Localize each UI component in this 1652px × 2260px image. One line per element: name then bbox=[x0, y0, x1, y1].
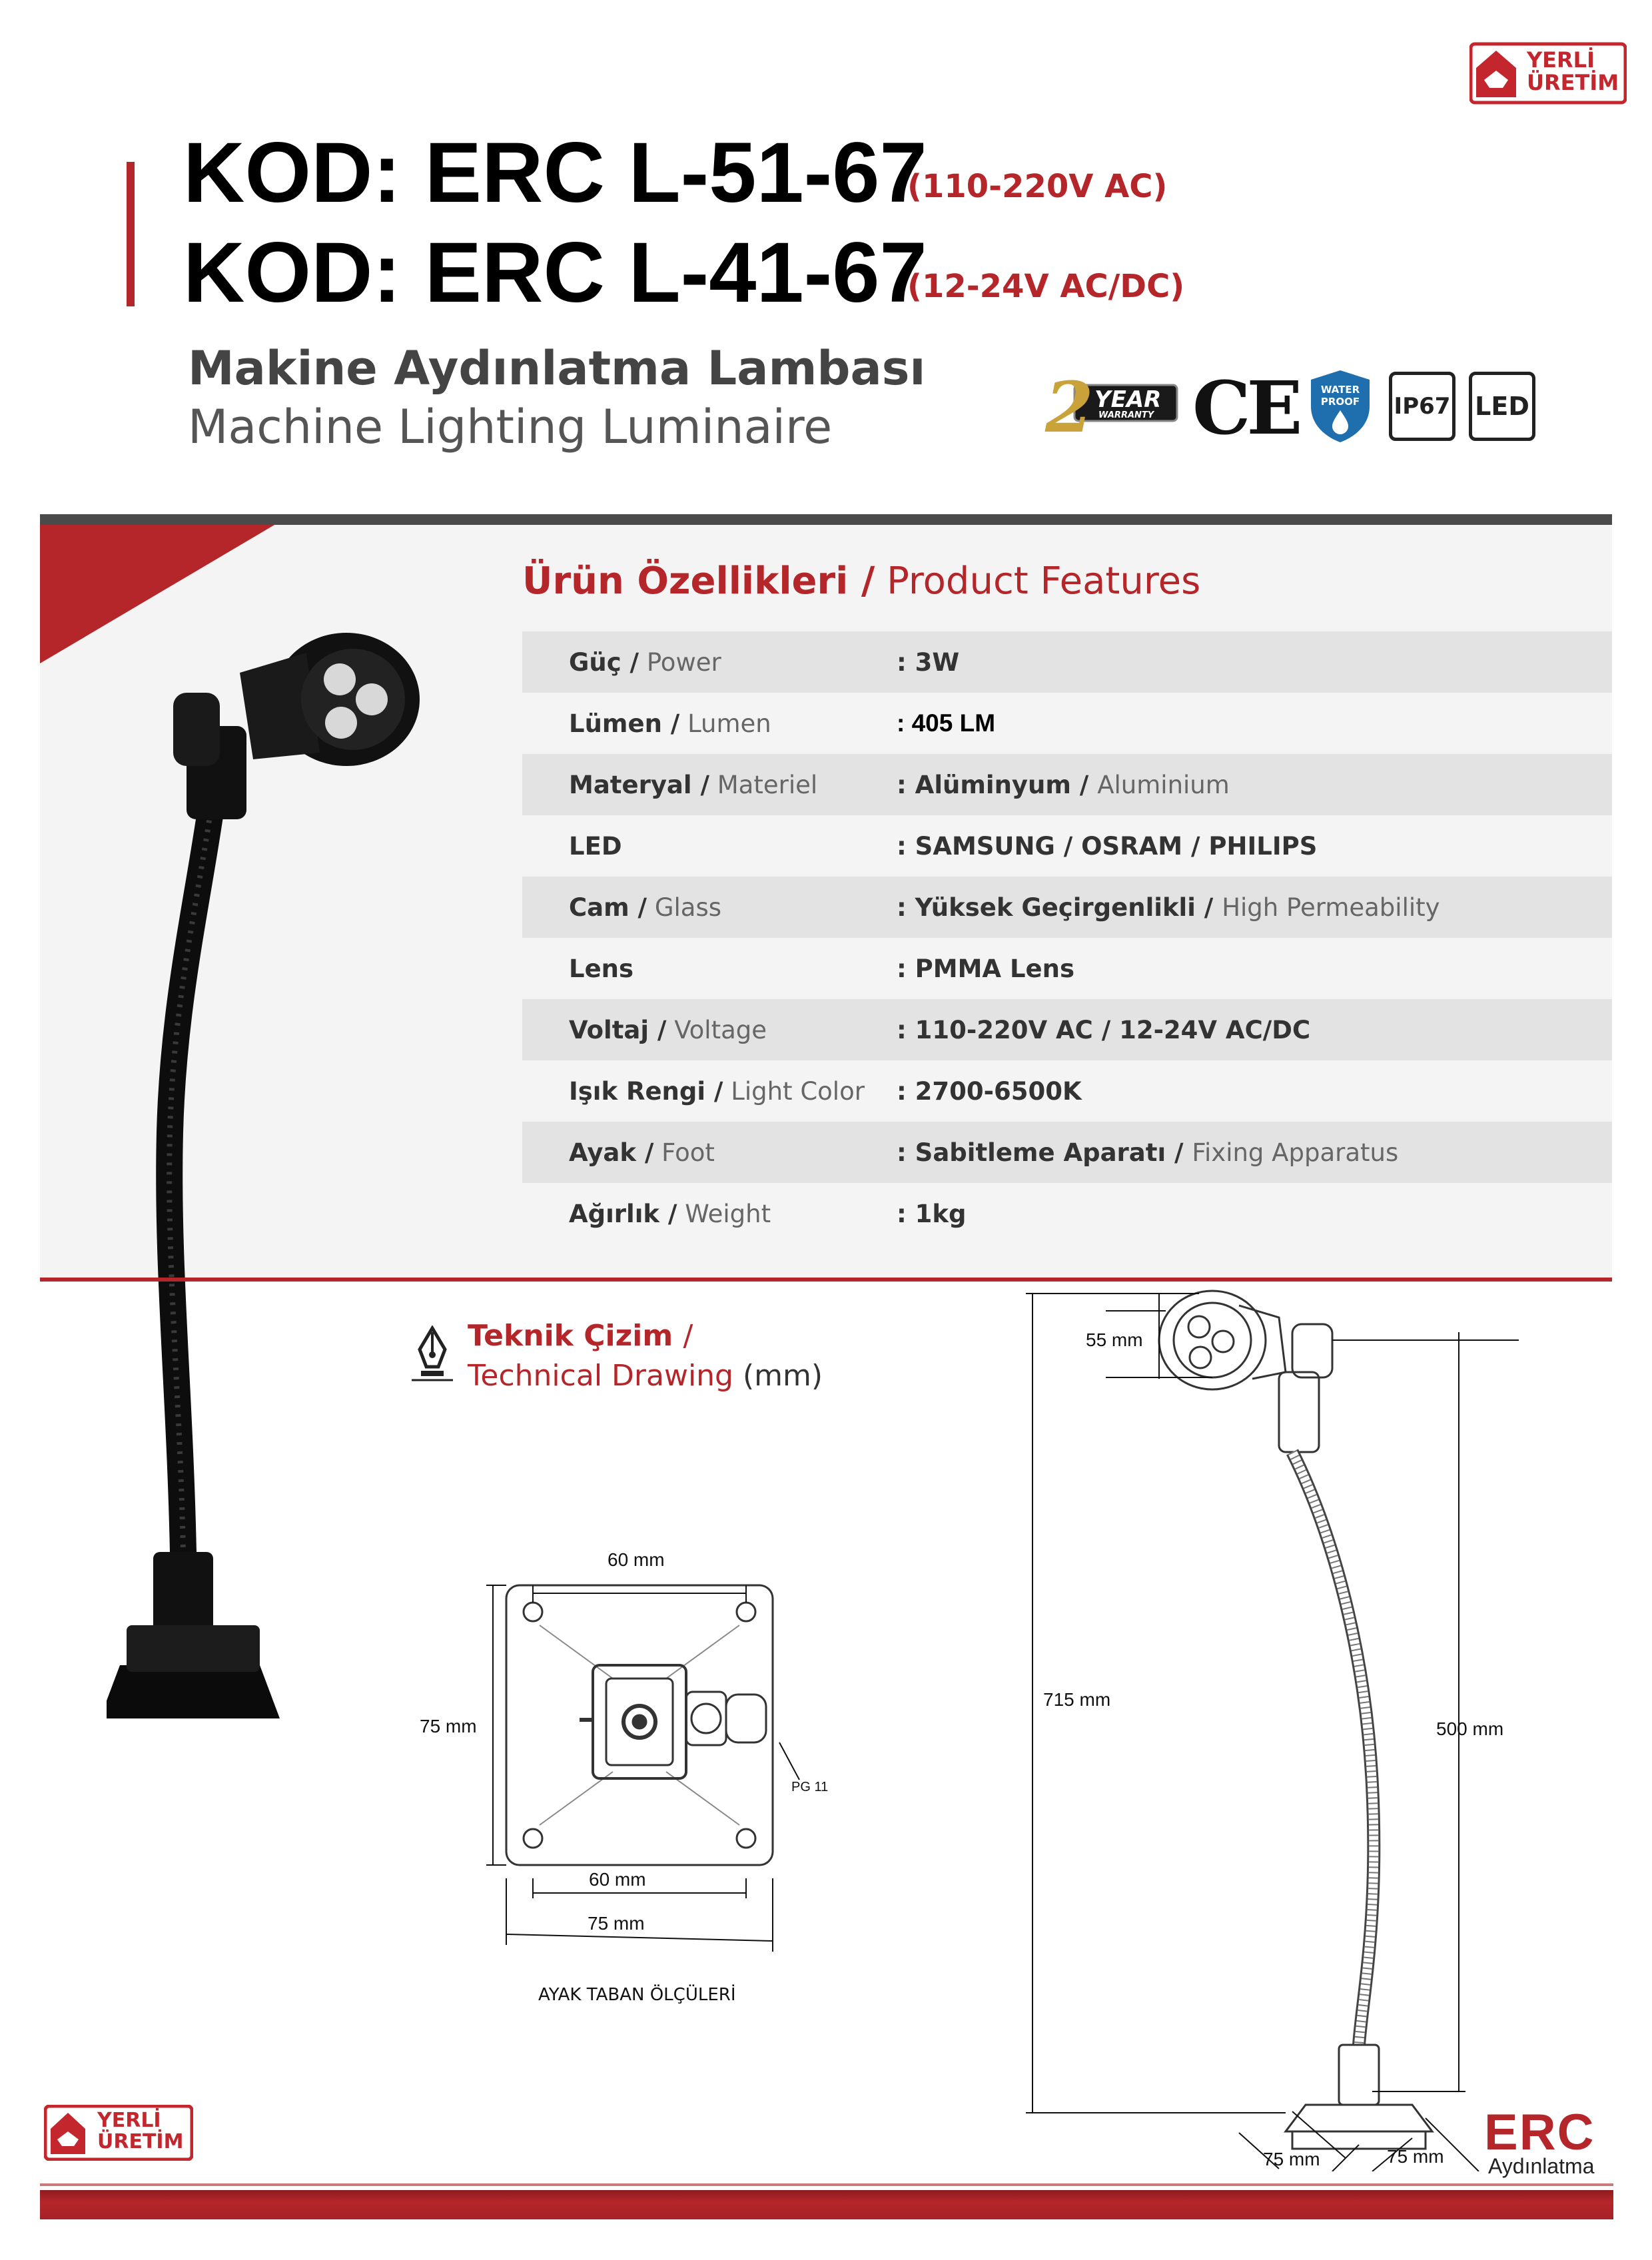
row-key-en: Foot bbox=[661, 1138, 715, 1167]
ce-mark: CE bbox=[1192, 365, 1299, 451]
dim-foot-b: 75 mm bbox=[1387, 2146, 1444, 2167]
led-badge: LED bbox=[1469, 372, 1535, 441]
row-key-tr: Lens bbox=[569, 954, 634, 983]
drawing-heading-slash: / bbox=[683, 1319, 693, 1353]
ip67-badge: IP67 bbox=[1389, 372, 1455, 441]
features-heading-en: Product Features bbox=[887, 560, 1201, 603]
dim-foot-a: 75 mm bbox=[1263, 2149, 1320, 2169]
water-text: WATER bbox=[1320, 384, 1360, 396]
row-key-tr: Cam / bbox=[569, 893, 647, 922]
table-row bbox=[522, 877, 1612, 938]
pen-nib-icon bbox=[412, 1325, 453, 1383]
row-key-tr: Ayak / bbox=[569, 1138, 654, 1167]
product-voltage-1: (110-220V AC) bbox=[907, 168, 1168, 205]
drawing-heading-en-text: Technical Drawing bbox=[468, 1359, 733, 1393]
row-value: : PMMA Lens bbox=[897, 954, 1074, 983]
warranty-word: WARRANTY bbox=[1098, 410, 1154, 420]
row-value-en: Fixing Apparatus bbox=[1192, 1138, 1399, 1167]
yerli-uretim-logo-bottom bbox=[44, 2105, 193, 2161]
row-key-en: Lumen bbox=[687, 709, 771, 738]
drawing-heading-tr bbox=[468, 1319, 693, 1353]
yerli-text: YERLİ bbox=[1527, 47, 1595, 73]
row-key-en: Weight bbox=[685, 1199, 771, 1228]
row-key-en: Light Color bbox=[731, 1076, 865, 1106]
product-code-2: KOD: ERC L-41-67 bbox=[183, 225, 927, 320]
row-value: : 2700-6500K bbox=[897, 1076, 1082, 1106]
row-value: : Alüminyum / bbox=[897, 770, 1089, 799]
yerli-uretim-logo bbox=[1469, 41, 1627, 105]
dim-base-outer: 75 mm bbox=[588, 1913, 645, 1934]
pg-label: PG 11 bbox=[791, 1780, 829, 1794]
footer-thin-line bbox=[40, 2183, 1613, 2186]
table-row bbox=[522, 631, 1612, 693]
dim-total-height: 715 mm bbox=[1043, 1689, 1111, 1710]
row-value: : 405 LM bbox=[897, 709, 996, 737]
row-value: : 110-220V AC / 12-24V AC/DC bbox=[897, 1015, 1311, 1044]
table-row bbox=[522, 999, 1612, 1060]
warranty-year: YEAR bbox=[1094, 386, 1162, 413]
erc-logo: ERC bbox=[1484, 2104, 1595, 2161]
panel-top-line bbox=[40, 514, 1612, 525]
waterproof-badge bbox=[1307, 368, 1374, 445]
base-plate-drawing bbox=[460, 1545, 859, 1972]
row-key-en: Glass bbox=[654, 893, 722, 922]
row-key-tr: Ağırlık / bbox=[569, 1199, 677, 1228]
warranty-badge bbox=[1042, 366, 1182, 448]
table-row bbox=[522, 693, 1612, 754]
row-key-tr: LED bbox=[569, 831, 622, 861]
row-key-tr: Materyal / bbox=[569, 770, 709, 799]
dim-base-side: 75 mm bbox=[420, 1716, 477, 1736]
table-row bbox=[522, 815, 1612, 877]
uretim-text: ÜRETİM bbox=[97, 2129, 184, 2153]
proof-text: PROOF bbox=[1320, 396, 1360, 408]
dim-head: 55 mm bbox=[1086, 1329, 1143, 1350]
row-key-en: Power bbox=[646, 647, 721, 677]
product-title-en: Machine Lighting Luminaire bbox=[188, 400, 833, 454]
product-title-tr: Makine Aydınlatma Lambası bbox=[188, 341, 926, 396]
row-value-en: Aluminium bbox=[1097, 770, 1230, 799]
row-value: : Sabitleme Aparatı / bbox=[897, 1138, 1184, 1167]
dim-base-top: 60 mm bbox=[608, 1549, 665, 1570]
product-voltage-2: (12-24V AC/DC) bbox=[907, 268, 1185, 305]
row-value-en: High Permeability bbox=[1222, 893, 1440, 922]
header-accent-bar bbox=[127, 162, 135, 306]
table-row bbox=[522, 754, 1612, 815]
dim-base-inner: 60 mm bbox=[589, 1869, 646, 1890]
drawing-heading-tr-text: Teknik Çizim bbox=[468, 1319, 673, 1353]
features-table bbox=[522, 631, 1612, 1244]
row-key-en: Materiel bbox=[717, 770, 818, 799]
drawing-heading-en bbox=[468, 1359, 823, 1393]
features-heading-tr: Ürün Özellikleri / bbox=[522, 560, 875, 603]
erc-subtitle: Aydınlatma bbox=[1488, 2154, 1595, 2178]
product-code-1: KOD: ERC L-51-67 bbox=[183, 125, 927, 220]
table-row bbox=[522, 938, 1612, 999]
table-row bbox=[522, 1060, 1612, 1122]
row-value: : Yüksek Geçirgenlikli / bbox=[897, 893, 1214, 922]
row-value: : 1kg bbox=[897, 1199, 967, 1228]
footer-bar bbox=[40, 2190, 1613, 2219]
row-key-tr: Voltaj / bbox=[569, 1015, 667, 1044]
row-key-en: Voltage bbox=[674, 1015, 767, 1044]
uretim-text: ÜRETİM bbox=[1527, 69, 1619, 95]
table-row bbox=[522, 1122, 1612, 1183]
features-heading bbox=[522, 560, 1200, 603]
row-key-tr: Lümen / bbox=[569, 709, 680, 738]
table-row bbox=[522, 1183, 1612, 1244]
yerli-text: YERLİ bbox=[97, 2109, 161, 2132]
row-key-tr: Işık Rengi / bbox=[569, 1076, 723, 1106]
row-value: : 3W bbox=[897, 647, 960, 677]
lamp-photo bbox=[107, 626, 480, 1745]
row-key-tr: Güç / bbox=[569, 647, 639, 677]
warranty-number: 2 bbox=[1045, 366, 1094, 448]
drawing-unit: (mm) bbox=[743, 1359, 823, 1393]
row-value: : SAMSUNG / OSRAM / PHILIPS bbox=[897, 831, 1318, 861]
dim-arm-length: 500 mm bbox=[1436, 1718, 1504, 1739]
base-caption: AYAK TABAN ÖLÇÜLERİ bbox=[538, 1985, 736, 2005]
